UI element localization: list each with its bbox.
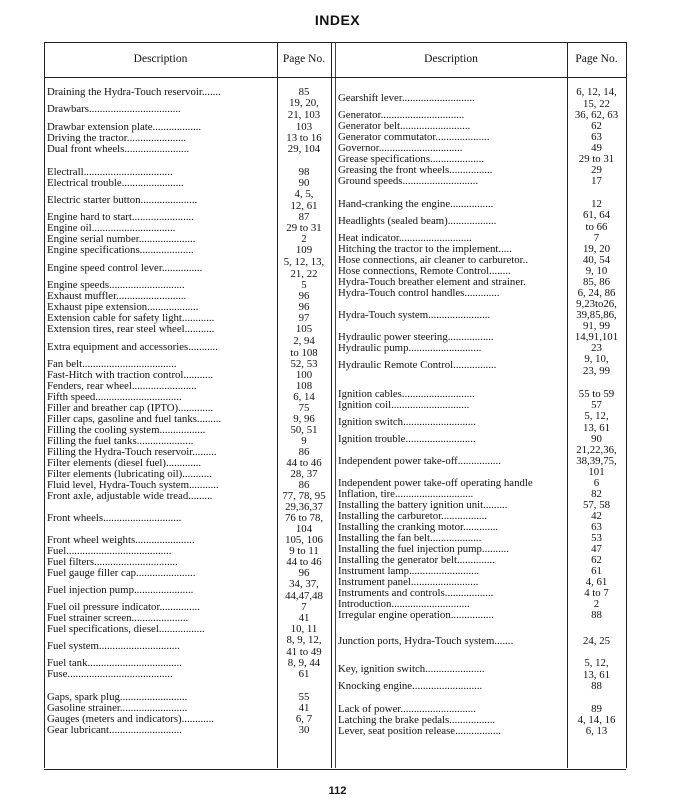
entry-page-numbers: 88	[591, 680, 602, 692]
entry-description: Hose connections, air cleaner to carburetor..	[338, 255, 529, 266]
entry-description: Exhaust pipe extension...................	[47, 302, 199, 313]
center-divider	[331, 42, 332, 768]
entry-description: Electrall.................................	[47, 167, 173, 178]
entry-page-numbers: 13 to 16	[286, 132, 322, 144]
entry-description: Fifth speed................................	[47, 392, 182, 403]
entry-description: Heat indicator...........................	[338, 233, 472, 244]
entry-description: Filling the cooling system.................	[47, 425, 206, 436]
entry-page-numbers: 91, 99	[583, 320, 610, 332]
entry-page-numbers: 6, 7	[295, 713, 313, 725]
entry-description: Lever, seat position release.................	[338, 726, 501, 737]
entry-description: Installing the fuel injection pump..........	[338, 544, 509, 555]
entry-page-numbers: 100	[295, 369, 313, 381]
entry-page-numbers: 23, 99	[583, 365, 610, 377]
entry-page-numbers: 29,36,37	[285, 501, 323, 513]
header-divider	[44, 77, 626, 78]
entry-page-numbers: 103	[295, 121, 313, 133]
left-description-header: Description	[133, 53, 188, 65]
entry-page-numbers: 9, 10,	[584, 353, 609, 365]
entry-description: Fan belt...................................	[47, 359, 177, 370]
entry-page-numbers: 6, 12, 14,	[576, 86, 617, 98]
entry-page-numbers: 9, 10	[585, 265, 608, 277]
entry-page-numbers: 98	[298, 166, 310, 178]
entry-description: Hose connections, Remote Control........	[338, 266, 511, 277]
entry-page-numbers: 4, 14, 16	[577, 714, 616, 726]
entry-description: Ignition switch...........................	[338, 417, 476, 428]
entry-description: Extension cable for safety light............	[47, 313, 215, 324]
entry-description: Filter elements (diesel fuel).............	[47, 458, 202, 469]
entry-description: Engine speed control lever...............	[47, 263, 203, 274]
entry-page-numbers: 85, 86	[583, 276, 610, 288]
entry-description: Fuel tank...................................	[47, 658, 182, 669]
entry-page-numbers: 82	[591, 488, 602, 500]
entry-page-numbers: 5, 12,	[584, 410, 609, 422]
entry-description: Installing the fan belt...................	[338, 533, 482, 544]
entry-description: Fuel gauge filler cap......................	[47, 568, 196, 579]
entry-page-numbers: 9,23to26,	[576, 298, 617, 310]
entry-description: Engine serial number.....................	[47, 234, 196, 245]
entry-description: Hydra-Touch breather element and strainer.	[338, 277, 526, 288]
entry-page-numbers: 8, 9, 12,	[286, 634, 322, 646]
entry-page-numbers: 62	[591, 554, 602, 566]
entry-page-numbers: 2	[593, 598, 600, 610]
entry-description: Grease specifications....................	[338, 154, 485, 165]
entry-page-numbers: 90	[298, 177, 310, 189]
entry-description: Drawbars..................................	[47, 104, 181, 115]
right-description-header: Description	[424, 53, 478, 65]
entry-page-numbers: 105, 106	[285, 534, 323, 546]
entry-page-numbers: 109	[295, 244, 313, 256]
entry-description: Fuel injection pump......................	[47, 585, 194, 596]
entry-page-numbers: 61	[591, 565, 602, 577]
entry-description: Installing the generator belt..............	[338, 555, 495, 566]
entry-description: Hydraulic pump...........................	[338, 343, 482, 354]
entry-page-numbers: 42	[591, 510, 602, 522]
entry-page-numbers: 57	[591, 399, 602, 411]
entry-page-numbers: 5, 12,	[584, 657, 609, 669]
entry-description: Filling the Hydra-Touch reservoir.........	[47, 447, 217, 458]
entry-page-numbers: 55	[298, 691, 310, 703]
entry-page-numbers: 4 to 7	[584, 587, 609, 599]
entry-page-numbers: 30	[298, 724, 310, 736]
entry-description: Instrument lamp..........................	[338, 566, 480, 577]
entry-description: Hydra-Touch control handles.............	[338, 288, 500, 299]
entry-page-numbers: 47	[591, 543, 602, 555]
entry-description: Key, ignition switch......................	[338, 664, 485, 675]
entry-description: Fuse.......................................	[47, 669, 173, 680]
entry-description: Fuel system..............................	[47, 641, 180, 652]
entry-description: Generator...............................	[338, 110, 465, 121]
right-page-header: Page No.	[575, 53, 618, 65]
entry-description: Hydraulic Remote Control................	[338, 360, 497, 371]
entry-page-numbers: 44 to 46	[286, 457, 322, 469]
entry-description: Gear lubricant...........................	[47, 725, 182, 736]
entry-description: Dual front wheels........................	[47, 144, 190, 155]
entry-page-numbers: 55 to 59	[578, 388, 615, 400]
entry-description: Draining the Hydra-Touch reservoir.......	[47, 87, 221, 98]
entry-page-numbers: 13, 61	[583, 422, 610, 434]
entry-description: Drawbar extension plate..................	[47, 122, 202, 133]
entry-description: Fuel strainer screen.....................	[47, 613, 189, 624]
entry-description: Headlights (sealed beam)..................	[338, 216, 497, 227]
entry-page-numbers: 12	[591, 198, 602, 210]
entry-description: Driving the tractor......................	[47, 133, 187, 144]
entry-page-numbers: 29 to 31	[286, 222, 322, 234]
entry-description: Filler and breather cap (IPTO).............	[47, 403, 214, 414]
entry-page-numbers: 10, 11	[290, 623, 318, 635]
entry-page-numbers: 75	[298, 402, 310, 414]
entry-page-numbers: 41	[298, 612, 310, 624]
entry-description: Engine specifications....................	[47, 245, 194, 256]
entry-page-numbers: 2	[301, 233, 307, 245]
entry-description: Filling the fuel tanks.....................	[47, 436, 194, 447]
entry-page-numbers: 29 to 31	[578, 153, 615, 165]
entry-description: Fuel specifications, diesel.................	[47, 624, 205, 635]
entry-page-numbers: 86	[298, 479, 310, 491]
entry-page-numbers: 39,85,86,	[576, 309, 617, 321]
entry-page-numbers: 17	[591, 175, 602, 187]
entry-page-numbers: 85	[298, 86, 310, 98]
entry-description: Front wheels.............................	[47, 513, 182, 524]
entry-page-numbers: 9	[301, 435, 307, 447]
entry-description: Instruments and controls..................	[338, 588, 494, 599]
entry-page-numbers: 89	[591, 703, 602, 715]
entry-page-numbers: 61, 64	[583, 209, 610, 221]
entry-description: Fast-Hitch with traction control...........	[47, 370, 214, 381]
entry-description: Fuel filters...............................	[47, 557, 178, 568]
entry-description: Front wheel weights......................	[47, 535, 195, 546]
entry-page-numbers: 13, 61	[583, 669, 610, 681]
entry-description: Hitching the tractor to the implement.....	[338, 244, 512, 255]
entry-page-numbers: 41	[298, 702, 310, 714]
entry-page-numbers: 57, 58	[583, 499, 610, 511]
entry-page-numbers: 53	[591, 532, 602, 544]
entry-description: Extra equipment and accessories...........	[47, 342, 218, 353]
entry-page-numbers: 6, 13	[585, 725, 608, 737]
entry-description: Hydraulic power steering.................	[338, 332, 494, 343]
entry-page-numbers: 15, 22	[583, 98, 610, 110]
entry-page-numbers: 4, 5,	[294, 188, 314, 200]
entry-page-numbers: 21, 103	[287, 109, 321, 121]
entry-description: Independent power take-off................	[338, 456, 501, 467]
left-page-header: Page No.	[282, 53, 326, 65]
entry-page-numbers: to 108	[290, 347, 318, 359]
entry-page-numbers: 29, 104	[287, 143, 321, 155]
entry-page-numbers: 36, 62, 63	[574, 109, 619, 121]
entry-description: Irregular engine operation................	[338, 610, 494, 621]
entry-description: Junction ports, Hydra-Touch system.......	[338, 636, 514, 647]
entry-description: Filler caps, gasoline and fuel tanks.........	[47, 414, 222, 425]
entry-page-numbers: 6, 14	[293, 391, 315, 403]
entry-page-numbers: 2, 94	[293, 335, 315, 347]
entry-page-numbers: 108	[295, 380, 313, 392]
entry-page-numbers: 105	[295, 323, 313, 335]
entry-description: Ignition coil.............................	[338, 400, 470, 411]
entry-page-numbers: 50, 51	[290, 424, 318, 436]
entry-page-numbers: 14,91,101	[574, 331, 619, 343]
entry-description: Fuel.......................................	[47, 546, 172, 557]
entry-page-numbers: 38,39,75,	[576, 455, 617, 467]
entry-description: Ignition trouble..........................	[338, 434, 476, 445]
entry-description: Gasoline strainer.........................	[47, 703, 188, 714]
entry-page-numbers: 4, 61	[585, 576, 608, 588]
entry-page-numbers: 87	[298, 211, 310, 223]
entry-description: Gaps, spark plug.........................	[47, 692, 188, 703]
entry-page-numbers: 29	[591, 164, 602, 176]
entry-description: Hand-cranking the engine................	[338, 199, 494, 210]
entry-page-numbers: 6	[593, 477, 600, 489]
entry-page-numbers: 61	[298, 668, 310, 680]
entry-page-numbers: 9 to 11	[289, 545, 319, 557]
page-number: 112	[328, 785, 347, 797]
entry-page-numbers: 101	[588, 466, 605, 478]
entry-description: Fenders, rear wheel........................	[47, 381, 197, 392]
entry-page-numbers: 41 to 49	[286, 646, 322, 658]
entry-page-numbers: 97	[298, 312, 310, 324]
entry-description: Introduction.............................	[338, 599, 470, 610]
entry-page-numbers: 21, 22	[290, 268, 318, 280]
entry-description: Ground speeds............................	[338, 176, 479, 187]
entry-description: Fluid level, Hydra-Touch system...........	[47, 480, 219, 491]
table-left-border	[44, 42, 45, 768]
entry-description: Hydra-Touch system.......................	[338, 310, 491, 321]
entry-page-numbers: 96	[298, 290, 310, 302]
entry-description: Fuel oil pressure indicator...............	[47, 602, 200, 613]
entry-page-numbers: 23	[591, 342, 602, 354]
entry-page-numbers: 77, 78, 95	[282, 490, 326, 502]
entry-description: Generator belt..........................	[338, 121, 471, 132]
entry-description: Electric starter button.....................	[47, 195, 198, 206]
entry-description: Extension tires, rear steel wheel...........	[47, 324, 215, 335]
entry-page-numbers: 44 to 46	[286, 556, 322, 568]
entry-page-numbers: 5, 12, 13,	[283, 256, 325, 268]
entry-page-numbers: 12, 61	[290, 200, 318, 212]
entry-description: Installing the cranking motor.............	[338, 522, 499, 533]
entry-page-numbers: 88	[591, 609, 602, 621]
center-divider-inner	[335, 42, 336, 768]
entry-description: Independent power take-off operating handle	[338, 478, 533, 489]
entry-page-numbers: 86	[298, 446, 310, 458]
entry-page-numbers: 76 to 78,	[284, 512, 324, 524]
entry-page-numbers: 28, 37	[290, 468, 318, 480]
entry-description: Inflation, tire.............................	[338, 489, 474, 500]
entry-description: Ignition cables...........................	[338, 389, 475, 400]
entry-description: Gauges (meters and indicators)............	[47, 714, 215, 725]
entry-page-numbers: 34, 37,	[289, 578, 319, 590]
entry-page-numbers: 44,47,48	[285, 590, 323, 602]
entry-page-numbers: 63	[591, 131, 602, 143]
entry-page-numbers: 24, 25	[583, 635, 610, 647]
entry-description: Electrical trouble.......................	[47, 178, 184, 189]
entry-description: Generator commutator....................	[338, 132, 490, 143]
table-right-border	[626, 42, 627, 768]
entry-description: Latching the brake pedals.................	[338, 715, 496, 726]
index-title: INDEX	[314, 12, 361, 28]
entry-description: Filter elements (lubricating oil)...........	[47, 469, 212, 480]
entry-description: Engine oil...............................	[47, 223, 176, 234]
entry-page-numbers: 19, 20,	[289, 97, 319, 109]
entry-description: Installing the battery ignition unit.........	[338, 500, 508, 511]
entry-description: Exhaust muffler..........................	[47, 291, 187, 302]
entry-description: Instrument panel.........................	[338, 577, 479, 588]
entry-page-numbers: 90	[591, 433, 602, 445]
entry-description: Installing the carburetor.................	[338, 511, 488, 522]
entry-description: Gearshift lever...........................	[338, 93, 475, 104]
entry-description: Governor...............................	[338, 143, 463, 154]
entry-page-numbers: 8, 9, 44	[287, 657, 321, 669]
entry-page-numbers: to 66	[585, 221, 608, 233]
entry-page-numbers: 104	[295, 523, 313, 535]
entry-page-numbers: 63	[591, 521, 602, 533]
entry-page-numbers: 49	[591, 142, 602, 154]
entry-description: Engine hard to start.......................	[47, 212, 194, 223]
entry-page-numbers: 7	[301, 601, 307, 613]
entry-description: Knocking engine..........................	[338, 681, 483, 692]
entry-page-numbers: 52, 53	[290, 358, 318, 370]
entry-page-numbers: 21,22,36,	[576, 444, 617, 456]
entry-page-numbers: 96	[298, 301, 310, 313]
entry-description: Front axle, adjustable wide tread.........	[47, 491, 213, 502]
entry-description: Engine speeds............................	[47, 280, 185, 291]
entry-page-numbers: 5	[301, 279, 307, 291]
entry-description: Greasing the front wheels................	[338, 165, 493, 176]
entry-page-numbers: 19, 20	[583, 243, 610, 255]
entry-page-numbers: 6, 24, 86	[577, 287, 616, 299]
entry-page-numbers: 96	[298, 567, 310, 579]
entry-page-numbers: 7	[593, 232, 600, 244]
entry-description: Lack of power............................	[338, 704, 476, 715]
entry-page-numbers: 9, 96	[293, 413, 315, 425]
entry-page-numbers: 62	[591, 120, 602, 132]
entry-page-numbers: 40, 54	[583, 254, 610, 266]
